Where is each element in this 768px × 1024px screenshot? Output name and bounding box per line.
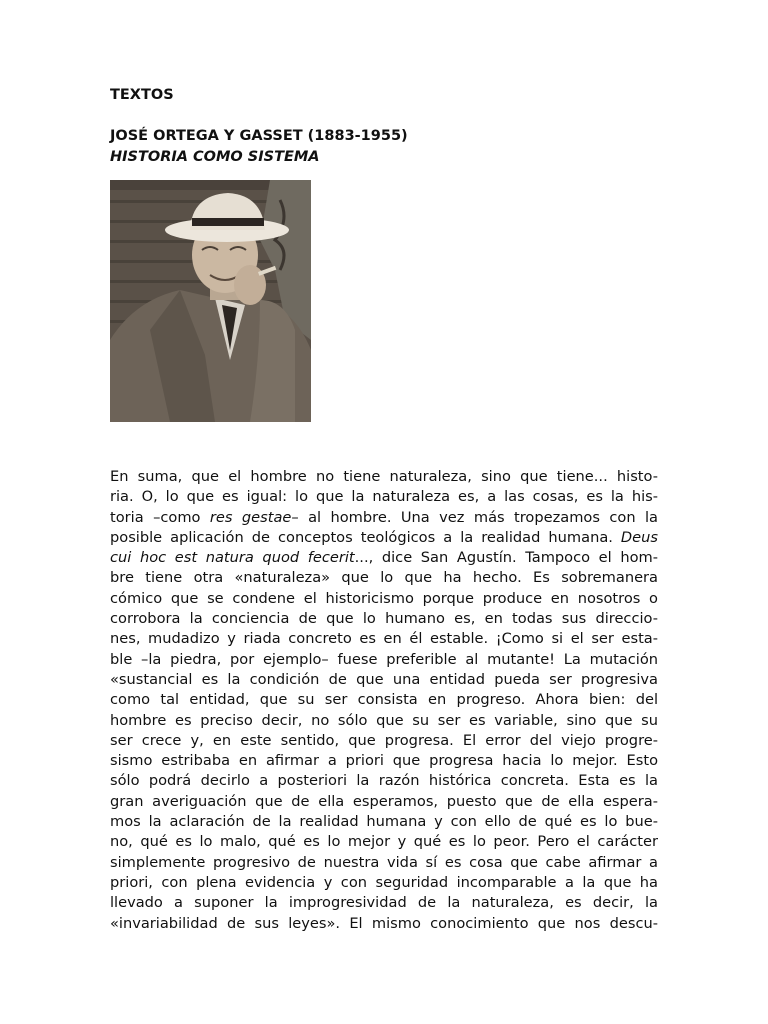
body-line: «invariabilidad de sus leyes». El mismo conocimiento que nos descu- <box>110 914 658 932</box>
body-line: cómico que se condene el historicismo porque produce en nosotros o <box>110 589 658 607</box>
author-portrait <box>110 180 311 422</box>
body-paragraph <box>110 467 658 934</box>
body-line: mos la aclaración de la realidad humana y con ello de qué es lo bue- <box>110 813 658 831</box>
body-line: simplemente progresivo de nuestra vida sí es cosa que cabe afirmar a <box>110 853 658 871</box>
body-line: ser crece y, en este sentido, que progresa. El error del viejo progre- <box>110 731 658 749</box>
body-line: En suma, que el hombre no tiene naturaleza, sino que tiene... histo- <box>110 468 658 485</box>
body-line: gran averiguación que de ella esperamos, puesto que de ella espera- <box>110 792 658 810</box>
body-line: llevado a suponer la improgresividad de la naturaleza, es decir, la <box>110 894 658 912</box>
latin-phrase: Deus <box>620 528 658 546</box>
latin-phrase: res gestae <box>209 508 292 526</box>
body-line: como tal entidad, que su ser consista en progreso. Ahora bien: del <box>110 691 658 709</box>
author-heading: JOSÉ ORTEGA Y GASSET (1883-1955) <box>110 128 408 144</box>
body-line: sólo podrá decirlo a posteriori la razón histórica concreta. Esta es la <box>110 772 658 790</box>
body-line: ble –la piedra, por ejemplo– fuese preferible al mutante! La mutación <box>110 650 658 668</box>
body-line: posible aplicación de conceptos teológicos a la realidad humana. Deus <box>110 528 658 546</box>
body-line: bre tiene otra «naturaleza» que lo que ha hecho. Es sobremanera <box>110 569 658 587</box>
body-line: cui hoc est natura quod fecerit..., dice San Agustín. Tampoco el hom- <box>110 549 659 567</box>
portrait-image <box>110 180 311 422</box>
latin-phrase: cui hoc est natura quod fecerit <box>110 549 355 567</box>
body-line: nes, mudadizo y riada concreto es en él estable. ¡Como si el ser esta- <box>110 630 658 648</box>
body-line: ria. O, lo que es igual: lo que la naturaleza es, a las cosas, es la his- <box>110 488 658 506</box>
body-line: sismo estribaba en afirmar a priori que progresa hacia lo mejor. Esto <box>110 752 658 770</box>
body-line: toria –como res gestae– al hombre. Una vez más tropezamos con la <box>110 508 658 526</box>
body-line: priori, con plena evidencia y con seguridad incomparable a la que ha <box>110 873 658 891</box>
body-line: no, qué es lo malo, qué es lo mejor y qué es lo peor. Pero el carácter <box>110 833 658 851</box>
work-title: HISTORIA COMO SISTEMA <box>110 149 320 165</box>
section-heading: TEXTOS <box>110 87 174 103</box>
body-line: hombre es preciso decir, no sólo que su ser es variable, sino que su <box>110 711 658 729</box>
body-line: corrobora la conciencia de que lo humano es, en todas sus direccio- <box>110 610 658 628</box>
body-line: «sustancial es la condición de que una entidad pueda ser progresiva <box>110 670 658 688</box>
